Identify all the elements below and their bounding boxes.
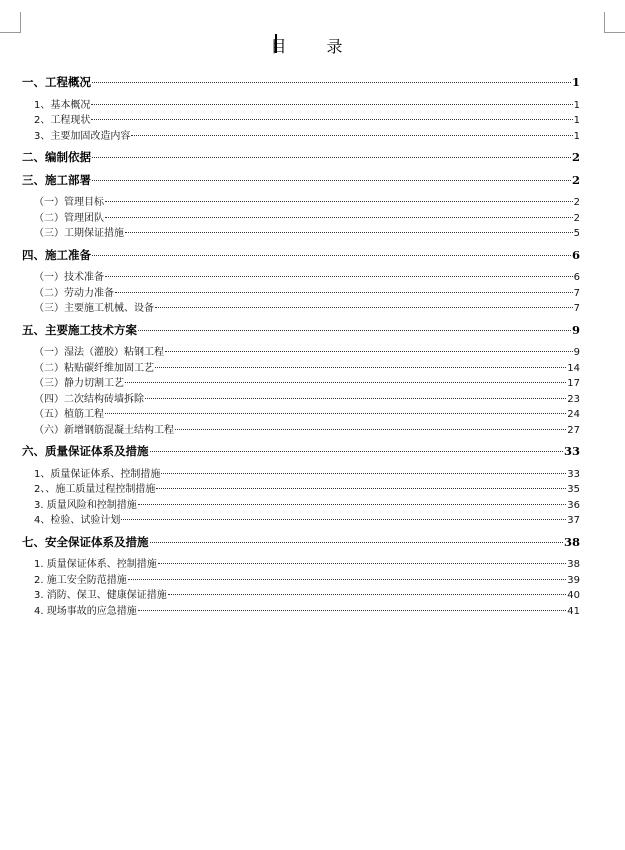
toc-page-number: 2 [571, 150, 580, 164]
toc-leader-dots [105, 201, 573, 202]
toc-leader-dots [105, 276, 573, 277]
toc-subsection-title: （四）二次结构砖墙拆除 [34, 393, 144, 405]
toc-page-number: 9 [571, 322, 580, 337]
toc-leader-dots [125, 382, 566, 383]
toc-page-number: 1 [573, 115, 580, 126]
toc-subsection-entry[interactable] [22, 602, 580, 618]
toc-subsection-title: （六）新增钢筋混凝土结构工程 [34, 424, 174, 436]
toc-page-number: 35 [567, 484, 580, 495]
toc-subsection-title: （一）技术准备 [34, 272, 104, 283]
toc-subsection-entry[interactable] [22, 465, 580, 481]
toc-subsection-entry[interactable] [22, 284, 580, 300]
toc-subsection-title: （五）植筋工程 [34, 409, 104, 420]
toc-page-number: 7 [573, 303, 580, 314]
toc-page-number: 37 [567, 515, 580, 526]
toc-leader-dots [138, 330, 571, 331]
toc-page-number: 6 [571, 247, 580, 262]
toc-section-entry[interactable] [22, 322, 580, 338]
toc-page-number: 1 [573, 130, 580, 142]
toc-subsection-entry[interactable] [22, 390, 580, 406]
toc-page-number: 14 [567, 362, 580, 374]
toc-section-entry[interactable] [22, 443, 580, 459]
toc-section-title: 六、质量保证体系及措施 [22, 444, 149, 458]
toc-subsection-title: （二）粘贴碳纤维加固工艺 [34, 362, 154, 374]
toc-page-number: 17 [567, 378, 580, 389]
toc-subsection-title: （三）静力切割工艺 [34, 378, 124, 389]
toc-subsection-entry[interactable] [22, 268, 580, 284]
toc-leader-dots [105, 217, 573, 218]
toc-subsection-entry[interactable] [22, 359, 580, 375]
toc-leader-dots [125, 232, 573, 233]
toc-subsection-title: 1、质量保证体系、控制措施 [34, 468, 161, 480]
toc-subsection-entry[interactable] [22, 127, 580, 143]
toc-leader-dots [91, 119, 572, 120]
toc-subsection-title: （一）管理目标 [34, 197, 104, 208]
toc-leader-dots [138, 610, 567, 611]
toc-leader-dots [155, 367, 566, 368]
toc-subsection-entry[interactable] [22, 496, 580, 512]
toc-leader-dots [156, 488, 566, 489]
toc-page-number: 38 [563, 534, 580, 549]
toc-leader-dots [92, 180, 571, 181]
toc-subsection-title: （三）工期保证措施 [34, 228, 124, 239]
toc-section-title: 七、安全保证体系及措施 [22, 534, 149, 549]
toc-section-title: 一、工程概况 [22, 75, 91, 89]
toc-leader-dots [91, 104, 572, 105]
toc-subsection-title: 2. 施工安全防范措施 [34, 574, 127, 586]
toc-page-number: 36 [567, 499, 580, 511]
toc-leader-dots [131, 135, 572, 136]
toc-page-number: 24 [567, 409, 580, 420]
toc-subsection-title: 3. 消防、保卫、健康保证措施 [34, 590, 167, 601]
toc-leader-dots [175, 429, 566, 430]
toc-subsection-entry[interactable] [22, 480, 580, 496]
toc-leader-dots [138, 504, 567, 505]
toc-subsection-entry[interactable] [22, 511, 580, 527]
toc-page-number: 7 [573, 287, 580, 299]
toc-section-entry[interactable] [22, 534, 580, 550]
toc-page-number: 5 [573, 228, 580, 239]
toc-subsection-entry[interactable] [22, 343, 580, 359]
toc-section-entry[interactable] [22, 74, 580, 90]
toc-subsection-title: 2、工程现状 [34, 115, 91, 126]
toc-section-title: 二、编制依据 [22, 150, 91, 164]
toc-page-number: 6 [573, 272, 580, 283]
toc-leader-dots [150, 542, 563, 543]
toc-page-number: 23 [567, 393, 580, 405]
toc-leader-dots [161, 473, 566, 474]
toc-subsection-entry[interactable] [22, 555, 580, 571]
toc-leader-dots [92, 157, 571, 158]
toc-leader-dots [168, 594, 567, 595]
toc-section-title: 三、施工部署 [22, 172, 91, 187]
page-corner-mark-right [604, 12, 625, 33]
toc-subsection-title: 2、、施工质量过程控制措施 [34, 484, 156, 495]
toc-section-entry[interactable] [22, 247, 580, 263]
toc-subsection-entry[interactable] [22, 586, 580, 602]
toc-subsection-entry[interactable] [22, 193, 580, 209]
toc-section-entry[interactable] [22, 149, 580, 165]
toc-page-number: 41 [567, 605, 580, 617]
toc-page-number: 39 [567, 574, 580, 586]
toc-subsection-title: 1. 质量保证体系、控制措施 [34, 559, 157, 570]
toc-page-number: 9 [573, 347, 580, 358]
toc-subsection-title: （一）湿法（灌胶）粘钢工程 [34, 347, 164, 358]
toc-subsection-title: 4. 现场事故的应急措施 [34, 605, 137, 617]
toc-leader-dots [128, 579, 567, 580]
toc-leader-dots [121, 519, 566, 520]
toc-section-title: 五、主要施工技术方案 [22, 322, 137, 337]
toc-subsection-entry[interactable] [22, 224, 580, 240]
toc-leader-dots [115, 292, 573, 293]
toc-section-entry[interactable] [22, 172, 580, 188]
toc-page-number: 1 [573, 99, 580, 111]
toc-page-number: 1 [571, 75, 580, 89]
page-corner-mark-left [0, 12, 21, 33]
toc-leader-dots [92, 255, 571, 256]
toc-page-number: 27 [567, 424, 580, 436]
toc-subsection-title: 3、主要加固改造内容 [34, 130, 131, 142]
toc-page-number: 2 [573, 197, 580, 208]
toc-page-number: 33 [563, 444, 580, 458]
toc-subsection-entry[interactable] [22, 571, 580, 587]
toc-subsection-title: 3. 质量风险和控制措施 [34, 499, 137, 511]
toc-subsection-title: 4、检验、试验计划 [34, 515, 121, 526]
toc-subsection-entry[interactable] [22, 405, 580, 421]
toc-page-number: 2 [573, 212, 580, 224]
toc-subsection-entry[interactable] [22, 209, 580, 225]
toc-leader-dots [145, 398, 566, 399]
toc-leader-dots [150, 451, 563, 452]
toc-section-title: 四、施工准备 [22, 247, 91, 262]
toc-subsection-title: （二）管理团队 [34, 212, 104, 224]
toc-subsection-title: （三）主要施工机械、设备 [34, 303, 154, 314]
toc-subsection-entry[interactable] [22, 374, 580, 390]
toc-subsection-entry[interactable] [22, 96, 580, 112]
toc-subsection-title: 1、基本概况 [34, 99, 91, 111]
toc-leader-dots [165, 351, 573, 352]
toc-title: 目 录 [270, 37, 355, 56]
toc-page-number: 33 [567, 468, 580, 480]
toc-leader-dots [105, 413, 566, 414]
toc-page-number: 40 [567, 590, 580, 601]
toc-subsection-entry[interactable] [22, 421, 580, 437]
toc-page-number: 2 [571, 172, 580, 187]
toc-subsection-entry[interactable] [22, 111, 580, 127]
toc-subsection-title: （二）劳动力准备 [34, 287, 114, 299]
toc-subsection-entry[interactable] [22, 299, 580, 315]
toc-leader-dots [158, 563, 567, 564]
toc-leader-dots [155, 307, 573, 308]
table-of-contents [22, 74, 580, 617]
toc-leader-dots [92, 82, 571, 83]
toc-page-number: 38 [567, 559, 580, 570]
